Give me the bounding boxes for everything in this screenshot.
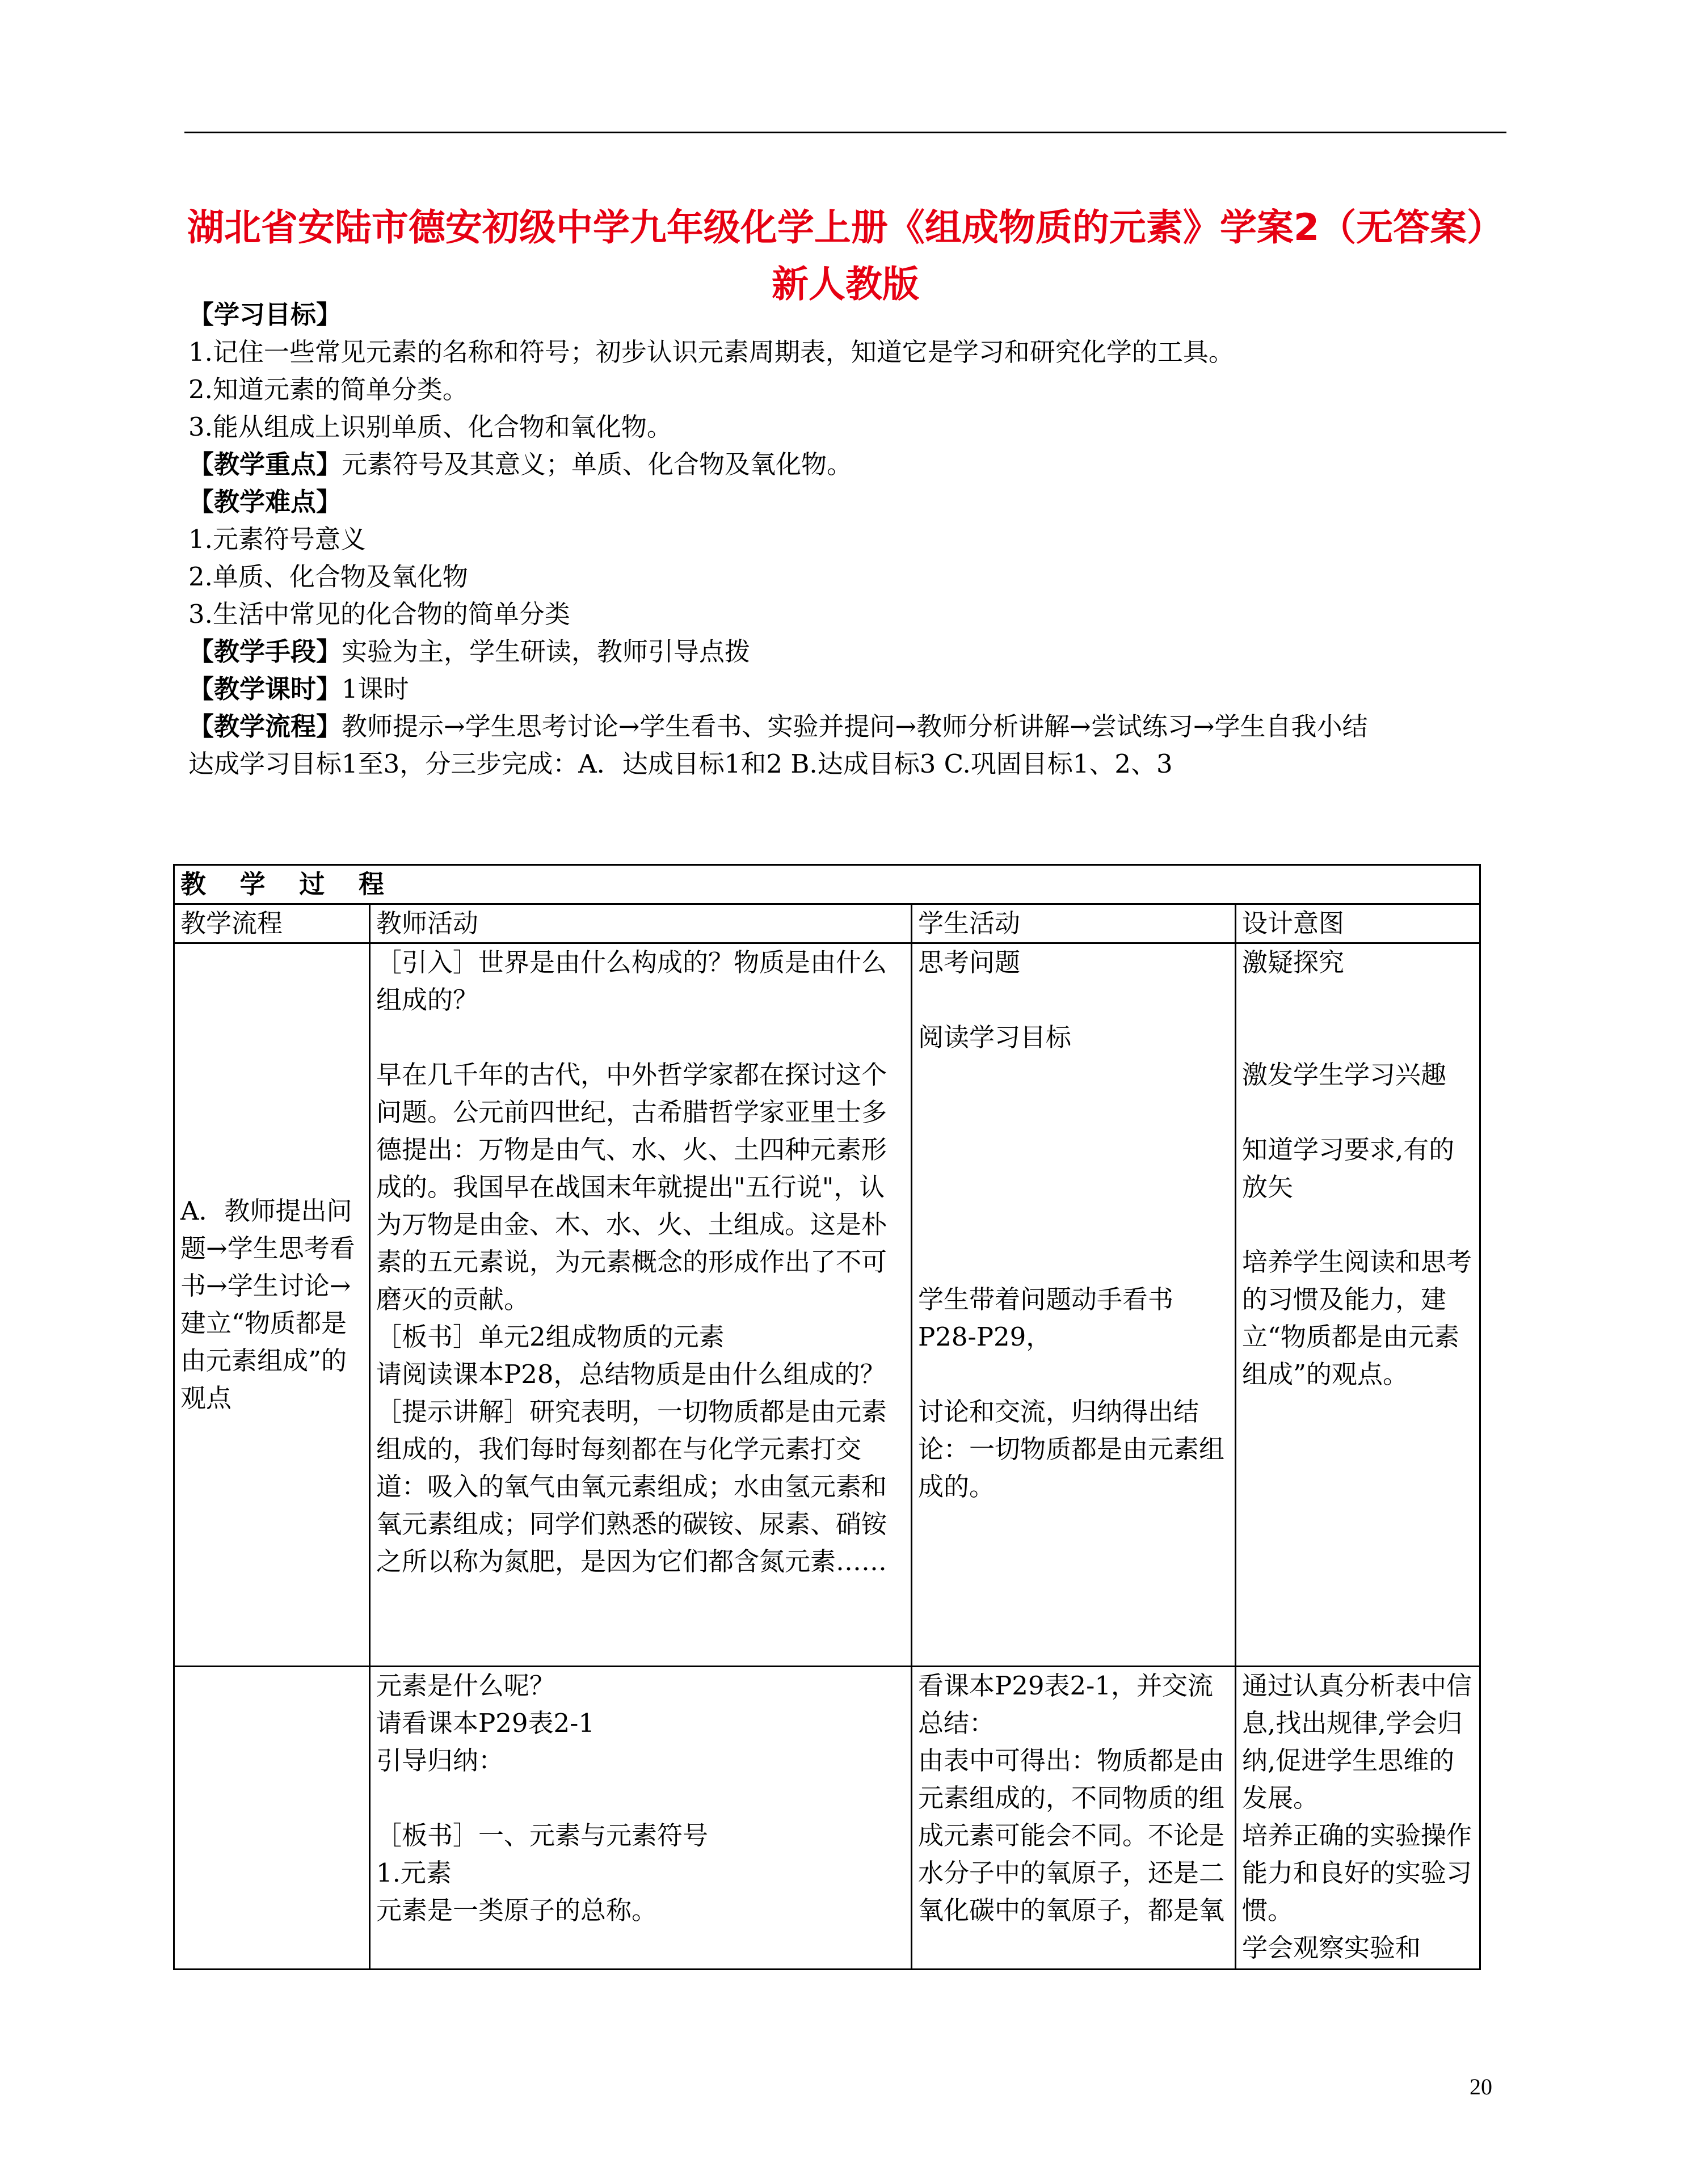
document-title: 湖北省安陆市德安初级中学九年级化学上册《组成物质的元素》学案2（无答案） 新人教版 (187, 206, 1504, 306)
row2-intent: 通过认真分析表中信息,找出规律,学会归纳,促进学生思维的发展。 培养正确的实验操作能力和良好的实验习惯。 学会观察实验和 (1236, 1667, 1480, 1970)
row2-flow (174, 1667, 370, 1970)
section-methods: 【教学手段】实验为主，学生研读，教师引导点拨 (188, 636, 751, 667)
header-intent: 设计意图 (1236, 904, 1480, 943)
section-learning-goals: 【学习目标】 (188, 300, 342, 330)
difficulty-2: 2.单质、化合物及氧化物 (188, 562, 468, 592)
header-rule (184, 132, 1506, 133)
section-key-points: 【教学重点】元素符号及其意义；单质、化合物及氧化物。 (188, 449, 853, 479)
table-row (174, 1667, 1480, 1970)
table-title: 教 学 过 程 (174, 865, 1480, 904)
header-teacher: 教师活动 (370, 904, 912, 943)
teaching-process-table (173, 864, 1481, 1970)
intro-sections (188, 296, 1510, 783)
learning-goal-2: 2.知道元素的简单分类。 (188, 374, 468, 404)
table-row (174, 943, 1480, 1667)
difficulty-1: 1.元素符号意义 (188, 524, 366, 554)
row2-teacher: 元素是什么呢？ 请看课本P29表2-1 引导归纳： ［板书］一、元素与元素符号 1.元素 元素是一类原子的总称。 (370, 1667, 912, 1970)
learning-goal-1: 1.记住一些常见元素的名称和符号；初步认识元素周期表，知道它是学习和研究化学的工具。 (188, 337, 1234, 367)
row1-student: 思考问题 阅读学习目标 学生带着问题动手看书P28-P29， 讨论和交流，归纳得出结论：一切物质都是由元素组成的。 (912, 943, 1236, 1667)
difficulty-3: 3.生活中常见的化合物的简单分类 (188, 599, 570, 629)
learning-goal-3: 3.能从组成上识别单质、化合物和氧化物。 (188, 412, 672, 442)
row1-teacher: ［引入］世界是由什么构成的？物质是由什么组成的？ 早在几千年的古代，中外哲学家都在探讨这个问题。公元前四世纪，古希腊哲学家亚里士多德提出：万物是由气、水、火、土四种元素形成的。我国早在战国末年就提出"五行说"，认为万物是由金、木、水、火、土组成。这是朴素的五元素说，为元素概念的形成作出了不可磨灭的贡献。 ［板书］单元2组成物质的元素 请阅读课本P28，总结物质是由什么组成的？ ［提示讲解］研究表明，一切物质都是由元素组成的，我们每时每刻都在与化学元素打交道：吸入的氧气由氧元素组成；水由氢元素和氧元素组成；同学们熟悉的碳铵、尿素、硝铵之所以称为氮肥，是因为它们都含氮元素…… (370, 943, 912, 1667)
row1-intent: 激疑探究 激发学生学习兴趣 知道学习要求,有的放矢 培养学生阅读和思考的习惯及能力，建立“物质都是由元素组成”的观点。 (1236, 943, 1480, 1667)
section-difficulties: 【教学难点】 (188, 487, 342, 517)
header-flow: 教学流程 (174, 904, 370, 943)
row2-student: 看课本P29表2-1，并交流总结： 由表中可得出：物质都是由元素组成的，不同物质的组成元素可能会不同。不论是水分子中的氧原子，还是二氧化碳中的氧原子，都是氧 (912, 1667, 1236, 1970)
goal-steps: 达成学习目标1至3，分三步完成：A．达成目标1和2 B.达成目标3 C.巩固目标1、2、3 (188, 749, 1173, 779)
row1-flow: A．教师提出问题→学生思考看书→学生讨论→建立“物质都是由元素组成”的观点 (174, 943, 370, 1667)
page-number: 20 (1470, 2074, 1492, 2099)
header-student: 学生活动 (912, 904, 1236, 943)
section-flow: 【教学流程】教师提示→学生思考讨论→学生看书、实验并提问→教师分析讲解→尝试练习→学生自我小结 (188, 711, 1368, 741)
section-periods: 【教学课时】1课时 (188, 674, 409, 704)
